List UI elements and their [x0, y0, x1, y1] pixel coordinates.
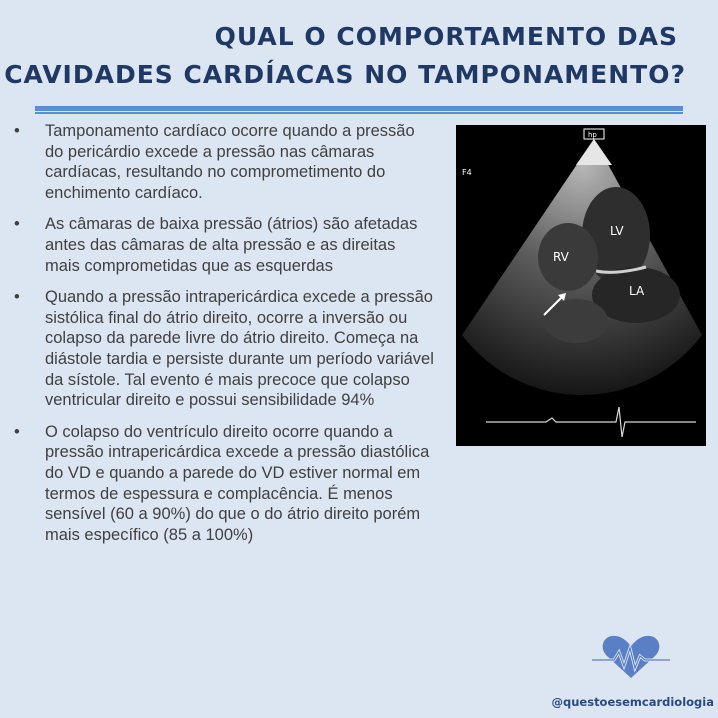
- heart-pulse-icon: [590, 632, 672, 687]
- echocardiogram-image: [456, 125, 706, 446]
- instagram-handle: @questoesemcardiologia: [551, 695, 714, 709]
- bullet-dot: •: [14, 422, 20, 441]
- rv-label: RV: [553, 250, 569, 264]
- title-line-2: CAVIDADES CARDÍACAS NO TAMPONAMENTO?: [4, 60, 686, 89]
- list-item: [14, 214, 434, 276]
- bullet-dot: •: [14, 288, 20, 307]
- title-line-1: QUAL O COMPORTAMENTO DAS: [214, 22, 678, 51]
- title-divider-thin: [35, 112, 683, 114]
- bullet-text: Quando a pressão intrapericárdica excede a pressão sistólica final do átrio direito, ocorre a inversão ou colapso da parede livre do átrio direito. Começa na diástole tardia e persiste durante um período variável da sístole. Tal evento é mais precoce que colapso ventricular direito e possui sensibilidade 94%: [45, 288, 434, 410]
- bullet-text: Tamponamento cardíaco ocorre quando a pressão do pericárdio excede a pressão nas câmaras cardíacas, resultando no comprometimento do enchimento cardíaco.: [45, 122, 415, 202]
- bullet-text: As câmaras de baixa pressão (átrios) são afetadas antes das câmaras de alta pressão e as direitas mais comprometidas que as esquerdas: [45, 215, 418, 275]
- bullet-text: O colapso do ventrículo direito ocorre quando a pressão intrapericárdica excede a pressão diastólica do VD e quando a parede do VD estiver normal em termos de espessura e complacência. É menos sensível (60 a 90%) do que o do átrio direito porém mais específico (85 a 100%): [45, 422, 430, 544]
- lv-label: LV: [610, 224, 624, 238]
- title-divider: [35, 106, 683, 111]
- bullet-dot: •: [14, 122, 20, 140]
- list-item: [14, 422, 434, 546]
- transducer-apex: [576, 139, 612, 165]
- echocardiogram-drawing: [456, 125, 706, 446]
- bullet-dot: •: [14, 215, 20, 234]
- ecg-trace: [486, 407, 696, 437]
- list-item: [14, 121, 434, 203]
- f4-label: F4: [462, 168, 472, 177]
- page-title: [4, 18, 686, 94]
- list-item: [14, 287, 434, 411]
- bullet-list: [14, 121, 434, 556]
- la-label: LA: [629, 284, 645, 298]
- hp-label: hp: [588, 131, 597, 139]
